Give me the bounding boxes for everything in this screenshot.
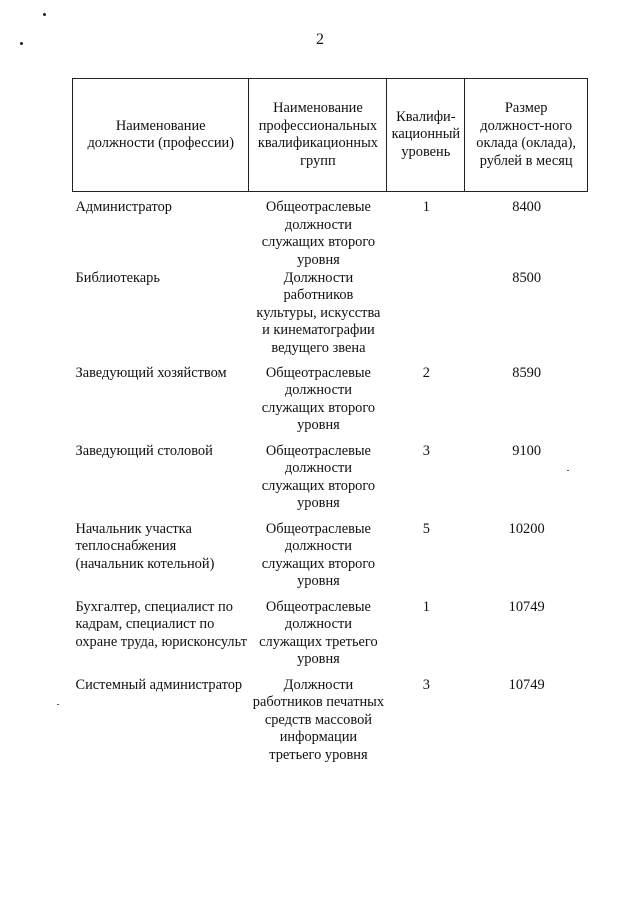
cell-group: Общеотраслевые должности служащих второго уровня bbox=[261, 442, 376, 511]
table-row bbox=[73, 365, 588, 443]
header-group: Наименование профессиональных квалификационных групп bbox=[249, 79, 387, 192]
table-row bbox=[73, 192, 588, 270]
cell-group: Должности работников культуры, искусства и кинематографии ведущего звена bbox=[256, 269, 381, 356]
cell-position: Администратор bbox=[75, 199, 172, 215]
table-row bbox=[73, 521, 588, 599]
cell-level bbox=[387, 270, 465, 365]
table-row bbox=[73, 270, 588, 365]
table-row bbox=[73, 443, 588, 521]
cell-group: Должности работников печатных средств массовой информации третьего уровня bbox=[252, 676, 385, 763]
cell-salary: 8400 bbox=[512, 199, 542, 215]
cell-level: 5 bbox=[422, 520, 430, 537]
cell-position: Системный администратор bbox=[75, 676, 243, 693]
cell-level: 1 bbox=[422, 199, 430, 215]
cell-position: Библиотекарь bbox=[75, 269, 160, 286]
cell-salary: 10749 bbox=[508, 598, 545, 615]
header-position: Наименование должности (профессии) bbox=[73, 79, 249, 192]
table-header-row bbox=[73, 79, 588, 192]
cell-salary: 8590 bbox=[512, 364, 542, 381]
scan-speck bbox=[57, 704, 59, 705]
cell-level: 2 bbox=[422, 364, 430, 381]
table-row bbox=[73, 599, 588, 677]
cell-group: Общеотраслевые должности служащих второго уровня bbox=[261, 199, 376, 268]
cell-group: Общеотраслевые должности служащих второго уровня bbox=[261, 520, 376, 589]
cell-level: 3 bbox=[422, 676, 430, 693]
cell-group: Общеотраслевые должности служащих третьего уровня bbox=[259, 598, 378, 667]
cell-salary: 10749 bbox=[508, 676, 545, 693]
page-number: 2 bbox=[316, 31, 324, 48]
table-row bbox=[73, 677, 588, 787]
header-salary: Размер должност-ного оклада (оклада), рублей в месяц bbox=[465, 79, 588, 192]
salary-table bbox=[72, 78, 588, 787]
cell-salary: 8500 bbox=[512, 269, 542, 286]
header-level: Квалифи-кационный уровень bbox=[387, 79, 465, 192]
cell-salary: 9100 bbox=[512, 442, 542, 459]
cell-level: 1 bbox=[422, 598, 430, 615]
cell-position: Заведующий хозяйством bbox=[75, 364, 227, 381]
scan-speck bbox=[43, 13, 46, 16]
cell-level: 3 bbox=[422, 442, 430, 459]
cell-position: Бухгалтер, специалист по кадрам, специалист по охране труда, юрисконсульт bbox=[75, 598, 247, 650]
cell-position: Начальник участка теплоснабжения (начальник котельной) bbox=[75, 520, 215, 572]
cell-group: Общеотраслевые должности служащих второго уровня bbox=[261, 364, 376, 433]
cell-salary: 10200 bbox=[508, 520, 545, 537]
cell-position: Заведующий столовой bbox=[75, 442, 213, 459]
